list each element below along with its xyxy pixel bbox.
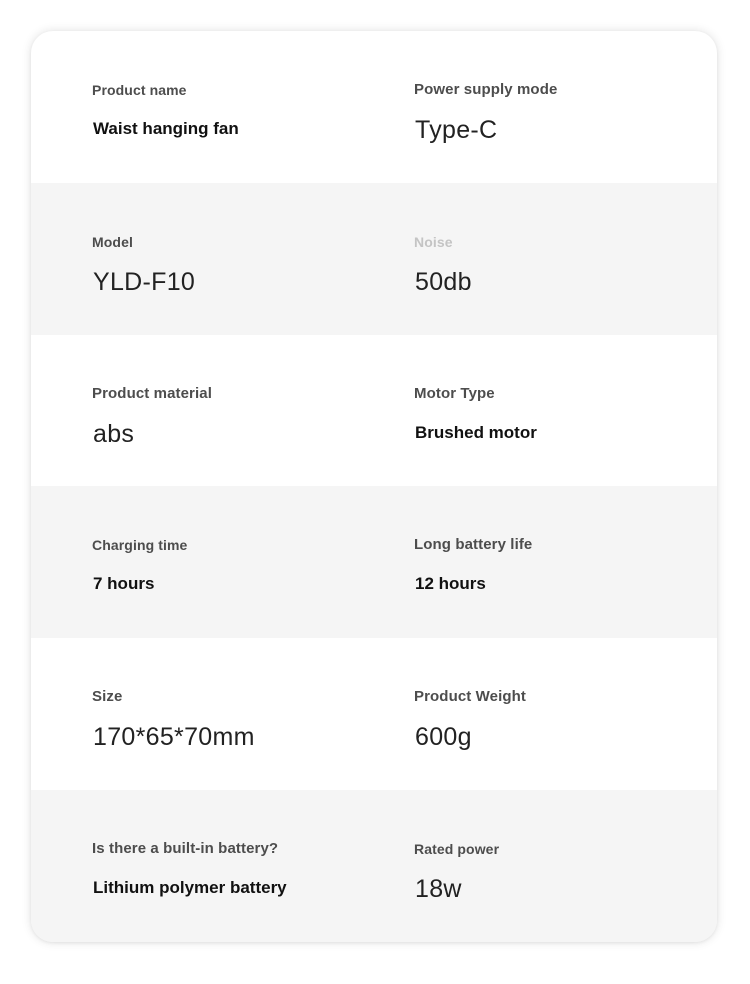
spec-label: Power supply mode [414, 81, 558, 98]
spec-label: Is there a built-in battery? [92, 839, 279, 857]
spec-label: Product material [92, 384, 212, 402]
spec-row-2 [31, 183, 717, 335]
spec-label: Rated power [414, 840, 500, 857]
spec-value: 18w [415, 874, 462, 903]
spec-value: 12 hours [415, 574, 486, 594]
spec-card [31, 31, 717, 942]
spec-row-6 [31, 790, 717, 942]
spec-label: Product name [92, 82, 187, 98]
spec-row-4 [31, 486, 717, 638]
spec-product-weight [414, 638, 704, 790]
spec-value: 7 hours [93, 574, 155, 594]
spec-row-3 [31, 335, 717, 487]
spec-battery-life [414, 486, 704, 638]
spec-label: Noise [414, 233, 453, 250]
spec-product-material [92, 335, 392, 487]
spec-label: Model [92, 233, 133, 250]
spec-row-5 [31, 638, 717, 790]
spec-size [92, 638, 392, 790]
spec-value: abs [93, 419, 135, 448]
spec-value: Lithium polymer battery [93, 877, 287, 897]
spec-label: Size [92, 688, 123, 706]
spec-value: Type-C [415, 116, 498, 144]
spec-value: 50db [415, 267, 472, 296]
spec-noise [414, 183, 704, 335]
spec-built-in-battery [92, 790, 392, 942]
spec-power-supply-mode [414, 31, 704, 183]
spec-model [92, 183, 392, 335]
spec-label: Long battery life [414, 536, 533, 554]
spec-label: Charging time [92, 537, 188, 554]
spec-value: Brushed motor [415, 422, 537, 442]
spec-row-1 [31, 31, 717, 183]
spec-motor-type [414, 335, 704, 487]
spec-label: Product Weight [414, 688, 526, 706]
spec-value: Waist hanging fan [93, 119, 239, 138]
spec-value: 170*65*70mm [93, 723, 255, 752]
spec-value: YLD-F10 [93, 267, 196, 296]
spec-charging-time [92, 486, 392, 638]
spec-value: 600g [415, 723, 472, 752]
spec-label: Motor Type [414, 384, 495, 402]
spec-product-name [92, 31, 392, 183]
spec-rated-power [414, 790, 704, 942]
